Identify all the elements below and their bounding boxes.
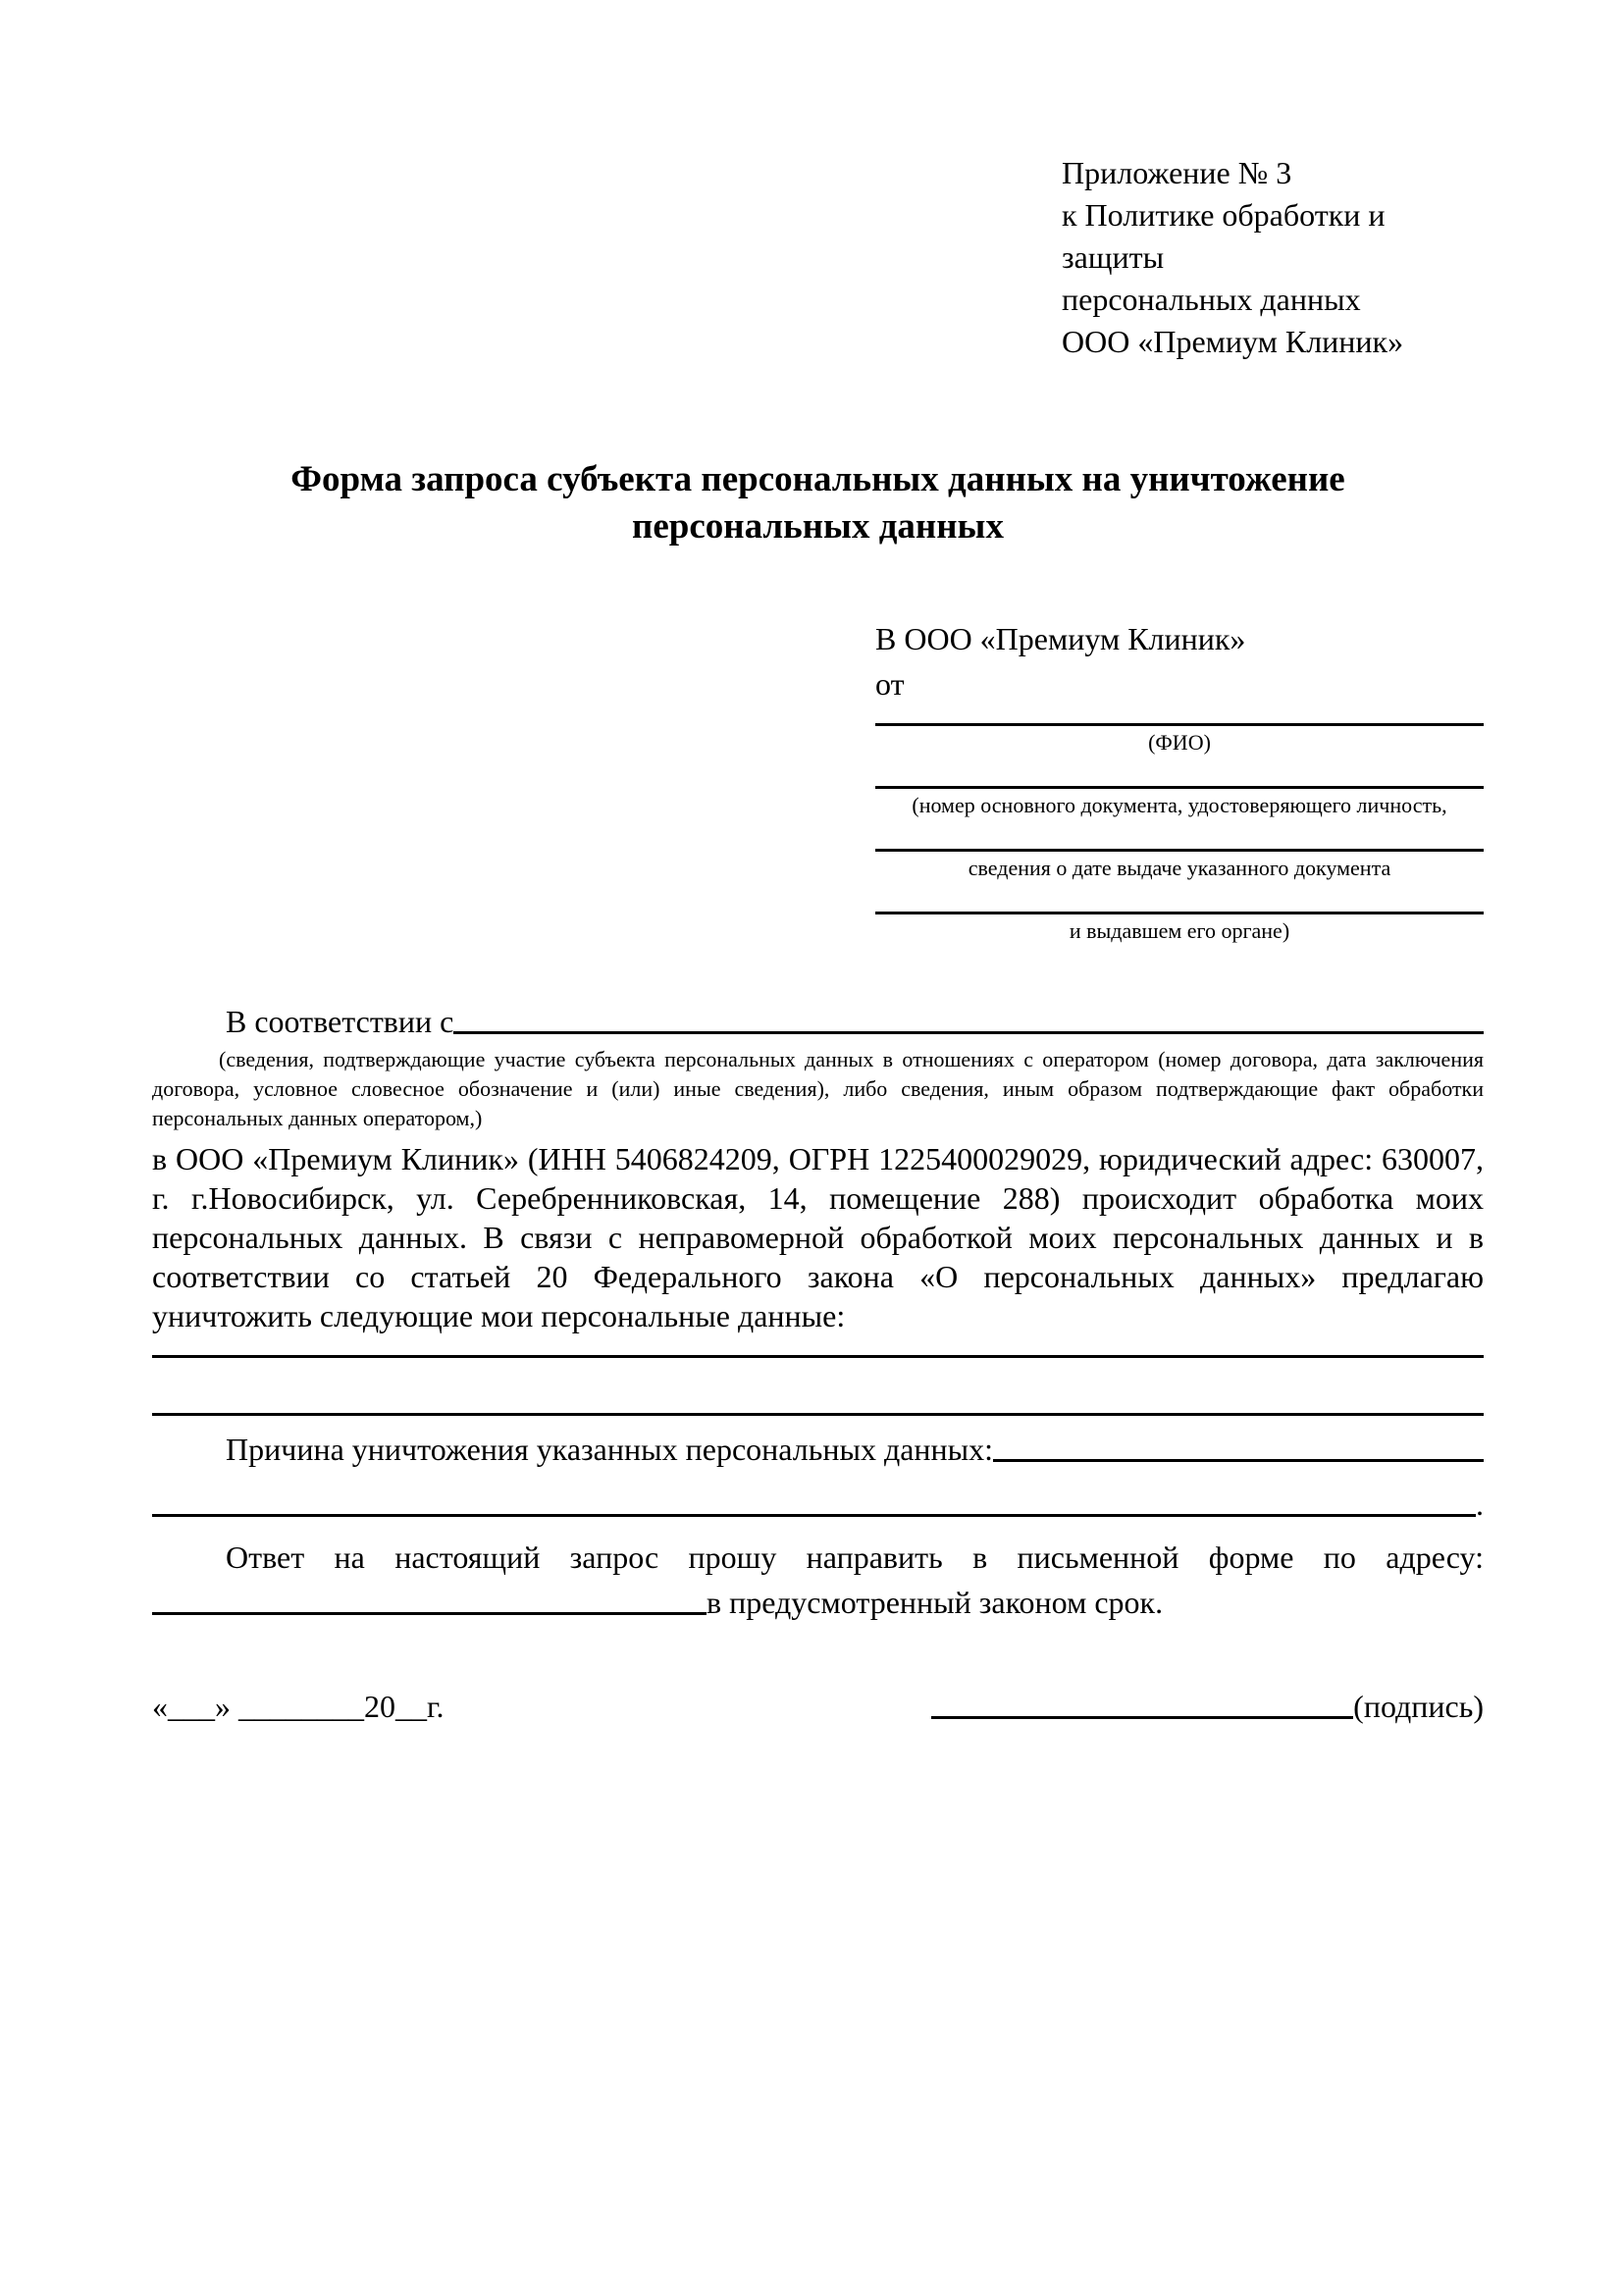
signature-caption: (подпись) xyxy=(1353,1689,1484,1724)
date-fill-in-line[interactable]: «___» ________20__г. xyxy=(152,1689,445,1724)
reason-continuation-row xyxy=(152,1485,1484,1524)
reason-row xyxy=(152,1430,1484,1469)
id-document-issuer-input-line[interactable] xyxy=(875,912,1484,914)
fio-input-line[interactable] xyxy=(875,723,1484,726)
reason-label: Причина уничтожения указанных персональных данных: xyxy=(226,1432,994,1467)
reason-input-line-2[interactable] xyxy=(152,1514,1476,1517)
id-document-issue-date-input-line[interactable] xyxy=(875,849,1484,852)
id-document-issue-date-caption: сведения о дате выдаче указанного документа xyxy=(968,856,1391,880)
page-title: Форма запроса субъекта персональных данных на уничтожение персональных данных xyxy=(290,459,1345,547)
id-document-number-input-line[interactable] xyxy=(875,786,1484,789)
accordance-note: (сведения, подтверждающие участие субъекта персональных данных в отношениях с оператором (номер договора, дата заключения договора, условное словесное обозначение и (или) иные сведения), либо сведения, иным образом подтверждающие факт обработки персональных данных оператором,) xyxy=(152,1047,1484,1130)
signature-group xyxy=(931,1687,1484,1726)
date-signature-row xyxy=(152,1687,1484,1726)
response-sentence: Ответ на настоящий запрос прошу направить в письменной форме по адресу: xyxy=(226,1539,1484,1575)
main-paragraph: в ООО «Премиум Клиник» (ИНН 5406824209, ОГРН 1225400029029, юридический адрес: 630007, г. г.Новосибирск, ул. Серебренниковская, 14, помещение 288) происходит обработка моих персональных данных. В связи с неправомерной обработкой моих персональных данных и в соответствии со статьей 20 Федерального закона «О персональных данных» предлагаю уничтожить следующие мои персональные данные: xyxy=(152,1141,1484,1333)
address-input-line[interactable] xyxy=(152,1612,707,1615)
appendix-header-line-3: персональных данных xyxy=(1062,282,1361,317)
data-to-destroy-input-line-1[interactable] xyxy=(152,1355,1484,1358)
accordance-label: В соответствии с xyxy=(226,1004,454,1039)
addressee-to: В ООО «Премиум Клиник» xyxy=(875,621,1246,656)
id-document-number-caption: (номер основного документа, удостоверяющего личность, xyxy=(912,793,1447,817)
appendix-header xyxy=(1062,152,1484,363)
accordance-input-line[interactable] xyxy=(453,1031,1484,1034)
response-tail: в предусмотренный законом срок. xyxy=(707,1585,1164,1620)
signature-input-line[interactable] xyxy=(931,1716,1353,1719)
response-address-row xyxy=(152,1583,1484,1622)
data-to-destroy-input-line-2[interactable] xyxy=(152,1413,1484,1416)
id-document-issuer-caption: и выдавшем его органе) xyxy=(1069,918,1290,943)
addressee-from-label: от xyxy=(875,666,905,702)
appendix-header-line-1: Приложение № 3 xyxy=(1062,155,1292,190)
addressee-block xyxy=(875,619,1484,945)
appendix-header-line-4: ООО «Премиум Клиник» xyxy=(1062,324,1404,359)
reason-line-terminator: . xyxy=(1476,1487,1484,1522)
reason-input-line[interactable] xyxy=(993,1459,1484,1462)
fio-caption: (ФИО) xyxy=(1148,730,1211,755)
appendix-header-line-2: к Политике обработки и защиты xyxy=(1062,197,1386,275)
accordance-row xyxy=(152,1002,1484,1041)
